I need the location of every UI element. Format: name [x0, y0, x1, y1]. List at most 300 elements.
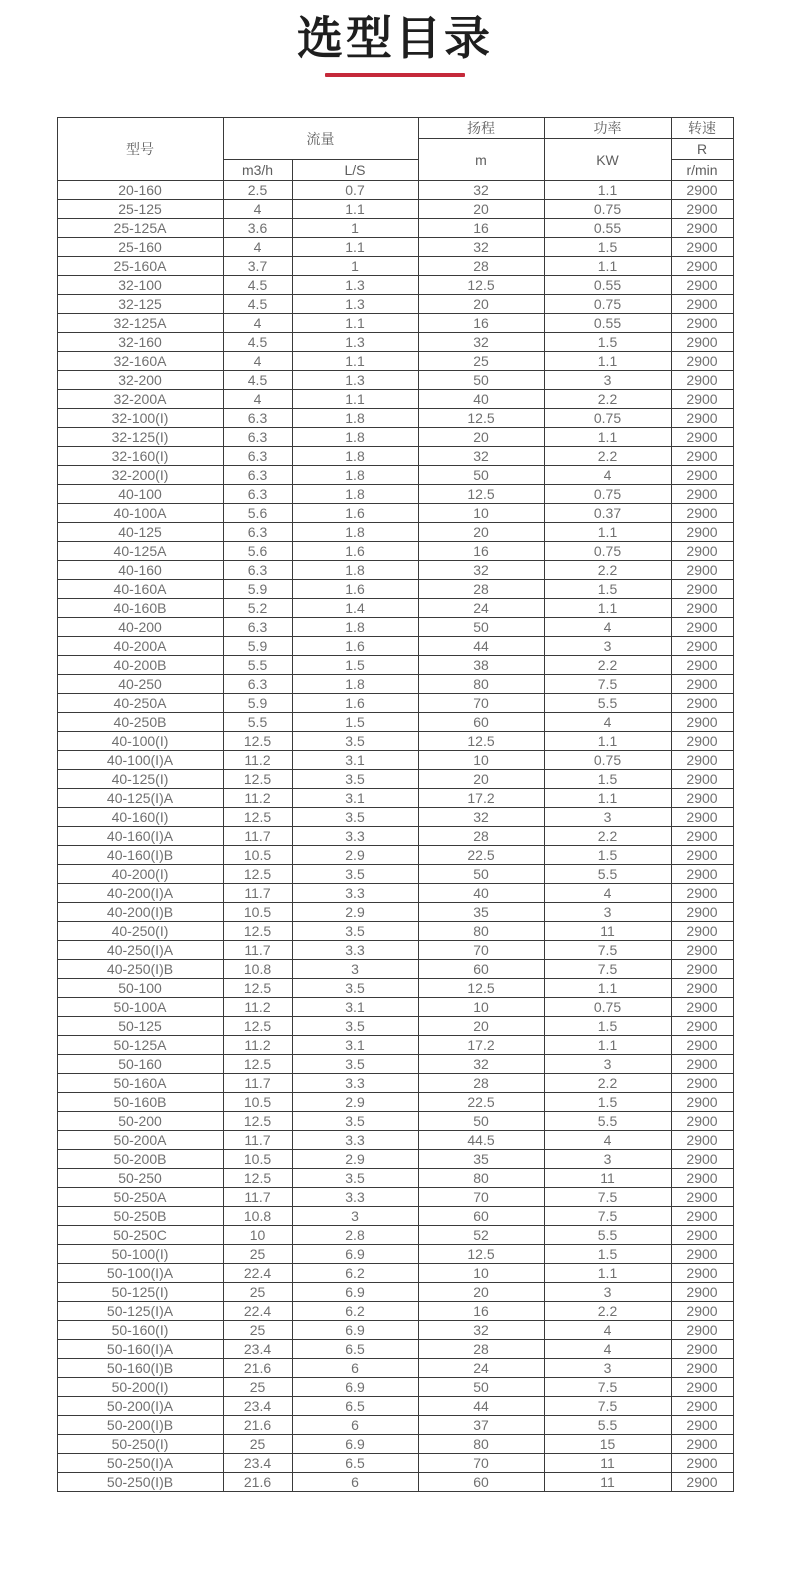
model-cell: 40-200B: [57, 656, 223, 675]
flow-ls-cell: 2.9: [292, 1093, 418, 1112]
head-cell: 32: [418, 333, 544, 352]
header-flow: 流量: [223, 118, 418, 160]
flow-ls-cell: 1.6: [292, 504, 418, 523]
table-row: [57, 447, 733, 466]
model-cell: 40-100: [57, 485, 223, 504]
head-cell: 20: [418, 770, 544, 789]
head-cell: 70: [418, 694, 544, 713]
head-cell: 32: [418, 447, 544, 466]
head-cell: 20: [418, 295, 544, 314]
flow-ls-cell: 1.3: [292, 276, 418, 295]
table-row: [57, 276, 733, 295]
flow-m3h-cell: 5.6: [223, 504, 292, 523]
speed-cell: 2900: [671, 371, 733, 390]
flow-m3h-cell: 5.9: [223, 694, 292, 713]
flow-ls-cell: 3.1: [292, 751, 418, 770]
speed-cell: 2900: [671, 1378, 733, 1397]
flow-ls-cell: 3.5: [292, 770, 418, 789]
head-cell: 22.5: [418, 846, 544, 865]
flow-ls-cell: 3.5: [292, 732, 418, 751]
power-cell: 11: [544, 1473, 671, 1492]
head-cell: 32: [418, 808, 544, 827]
head-cell: 40: [418, 884, 544, 903]
flow-m3h-cell: 6.3: [223, 485, 292, 504]
head-cell: 40: [418, 390, 544, 409]
model-cell: 50-125: [57, 1017, 223, 1036]
flow-m3h-cell: 6.3: [223, 675, 292, 694]
head-cell: 70: [418, 941, 544, 960]
speed-cell: 2900: [671, 333, 733, 352]
model-cell: 50-125A: [57, 1036, 223, 1055]
speed-cell: 2900: [671, 1473, 733, 1492]
model-cell: 32-160(I): [57, 447, 223, 466]
model-cell: 20-160: [57, 181, 223, 200]
table-row: [57, 238, 733, 257]
flow-m3h-cell: 12.5: [223, 1055, 292, 1074]
model-cell: 50-160A: [57, 1074, 223, 1093]
speed-cell: 2900: [671, 1340, 733, 1359]
table-row: [57, 1340, 733, 1359]
speed-cell: 2900: [671, 789, 733, 808]
table-row: [57, 960, 733, 979]
model-cell: 40-100(I)A: [57, 751, 223, 770]
power-cell: 1.1: [544, 599, 671, 618]
speed-cell: 2900: [671, 846, 733, 865]
table-row: [57, 1435, 733, 1454]
power-cell: 11: [544, 922, 671, 941]
speed-cell: 2900: [671, 1017, 733, 1036]
head-cell: 44: [418, 1397, 544, 1416]
power-cell: 2.2: [544, 447, 671, 466]
speed-cell: 2900: [671, 542, 733, 561]
head-cell: 17.2: [418, 1036, 544, 1055]
speed-cell: 2900: [671, 295, 733, 314]
power-cell: 1.5: [544, 580, 671, 599]
power-cell: 4: [544, 618, 671, 637]
power-cell: 1.1: [544, 523, 671, 542]
model-cell: 50-100A: [57, 998, 223, 1017]
model-cell: 50-160(I)B: [57, 1359, 223, 1378]
flow-m3h-cell: 21.6: [223, 1473, 292, 1492]
flow-m3h-cell: 23.4: [223, 1454, 292, 1473]
flow-m3h-cell: 11.7: [223, 827, 292, 846]
model-cell: 25-160A: [57, 257, 223, 276]
table-row: [57, 1074, 733, 1093]
speed-cell: 2900: [671, 580, 733, 599]
speed-cell: 2900: [671, 1093, 733, 1112]
table-row: [57, 181, 733, 200]
model-cell: 40-125(I): [57, 770, 223, 789]
table-row: [57, 1264, 733, 1283]
speed-cell: 2900: [671, 1207, 733, 1226]
table-row: [57, 314, 733, 333]
speed-cell: 2900: [671, 219, 733, 238]
head-cell: 16: [418, 542, 544, 561]
flow-ls-cell: 1.6: [292, 694, 418, 713]
model-cell: 40-250(I)A: [57, 941, 223, 960]
speed-cell: 2900: [671, 827, 733, 846]
model-cell: 40-200(I): [57, 865, 223, 884]
head-cell: 60: [418, 1473, 544, 1492]
flow-ls-cell: 1.6: [292, 637, 418, 656]
flow-ls-cell: 1.8: [292, 561, 418, 580]
power-cell: 1.1: [544, 979, 671, 998]
power-cell: 1.5: [544, 1017, 671, 1036]
table-row: [57, 257, 733, 276]
power-cell: 1.1: [544, 789, 671, 808]
model-cell: 50-160B: [57, 1093, 223, 1112]
flow-ls-cell: 1.1: [292, 238, 418, 257]
table-row: [57, 1036, 733, 1055]
table-row: [57, 504, 733, 523]
flow-m3h-cell: 12.5: [223, 1112, 292, 1131]
power-cell: 1.1: [544, 257, 671, 276]
table-row: [57, 751, 733, 770]
speed-cell: 2900: [671, 1283, 733, 1302]
table-row: [57, 599, 733, 618]
flow-m3h-cell: 11.2: [223, 1036, 292, 1055]
flow-ls-cell: 1.1: [292, 390, 418, 409]
flow-ls-cell: 1.8: [292, 618, 418, 637]
table-row: [57, 1283, 733, 1302]
head-cell: 12.5: [418, 276, 544, 295]
head-cell: 28: [418, 580, 544, 599]
flow-m3h-cell: 10.5: [223, 903, 292, 922]
power-cell: 1.1: [544, 428, 671, 447]
flow-m3h-cell: 6.3: [223, 466, 292, 485]
flow-m3h-cell: 10.5: [223, 1093, 292, 1112]
head-cell: 24: [418, 599, 544, 618]
flow-ls-cell: 3: [292, 1207, 418, 1226]
speed-cell: 2900: [671, 409, 733, 428]
head-cell: 24: [418, 1359, 544, 1378]
head-cell: 37: [418, 1416, 544, 1435]
table-row: [57, 1473, 733, 1492]
power-cell: 0.75: [544, 295, 671, 314]
header-flow-ls: L/S: [292, 160, 418, 181]
flow-ls-cell: 6: [292, 1359, 418, 1378]
power-cell: 4: [544, 713, 671, 732]
flow-ls-cell: 1.6: [292, 542, 418, 561]
speed-cell: 2900: [671, 960, 733, 979]
head-cell: 22.5: [418, 1093, 544, 1112]
power-cell: 5.5: [544, 1416, 671, 1435]
table-row: [57, 1302, 733, 1321]
speed-cell: 2900: [671, 257, 733, 276]
flow-ls-cell: 3.3: [292, 941, 418, 960]
table-row: [57, 713, 733, 732]
power-cell: 2.2: [544, 1302, 671, 1321]
flow-ls-cell: 1.1: [292, 314, 418, 333]
flow-m3h-cell: 4: [223, 390, 292, 409]
flow-ls-cell: 6.9: [292, 1435, 418, 1454]
flow-ls-cell: 1.1: [292, 200, 418, 219]
model-cell: 25-125A: [57, 219, 223, 238]
power-cell: 2.2: [544, 827, 671, 846]
speed-cell: 2900: [671, 1188, 733, 1207]
power-cell: 3: [544, 1283, 671, 1302]
header-row-1: [57, 118, 733, 139]
power-cell: 2.2: [544, 656, 671, 675]
speed-cell: 2900: [671, 1074, 733, 1093]
speed-cell: 2900: [671, 675, 733, 694]
model-cell: 50-250A: [57, 1188, 223, 1207]
power-cell: 1.1: [544, 1264, 671, 1283]
model-cell: 25-160: [57, 238, 223, 257]
head-cell: 44.5: [418, 1131, 544, 1150]
model-cell: 32-200: [57, 371, 223, 390]
head-cell: 12.5: [418, 485, 544, 504]
model-cell: 32-200A: [57, 390, 223, 409]
model-cell: 50-250C: [57, 1226, 223, 1245]
head-cell: 10: [418, 504, 544, 523]
power-cell: 7.5: [544, 1397, 671, 1416]
flow-m3h-cell: 21.6: [223, 1359, 292, 1378]
flow-m3h-cell: 11.2: [223, 998, 292, 1017]
model-cell: 40-200A: [57, 637, 223, 656]
flow-m3h-cell: 12.5: [223, 732, 292, 751]
head-cell: 80: [418, 922, 544, 941]
power-cell: 5.5: [544, 694, 671, 713]
model-cell: 40-100A: [57, 504, 223, 523]
table-row: [57, 1226, 733, 1245]
flow-m3h-cell: 12.5: [223, 770, 292, 789]
table-row: [57, 200, 733, 219]
table-row: [57, 979, 733, 998]
flow-m3h-cell: 25: [223, 1435, 292, 1454]
model-cell: 40-250(I): [57, 922, 223, 941]
flow-ls-cell: 1.8: [292, 675, 418, 694]
table-row: [57, 371, 733, 390]
model-cell: 50-200B: [57, 1150, 223, 1169]
flow-ls-cell: 2.8: [292, 1226, 418, 1245]
head-cell: 16: [418, 219, 544, 238]
flow-m3h-cell: 6.3: [223, 447, 292, 466]
flow-m3h-cell: 25: [223, 1378, 292, 1397]
speed-cell: 2900: [671, 1359, 733, 1378]
flow-ls-cell: 6.9: [292, 1321, 418, 1340]
flow-m3h-cell: 12.5: [223, 922, 292, 941]
table-row: [57, 884, 733, 903]
table-row: [57, 846, 733, 865]
power-cell: 1.1: [544, 181, 671, 200]
flow-ls-cell: 2.9: [292, 903, 418, 922]
speed-cell: 2900: [671, 390, 733, 409]
flow-m3h-cell: 10.8: [223, 1207, 292, 1226]
head-cell: 44: [418, 637, 544, 656]
power-cell: 3: [544, 371, 671, 390]
flow-m3h-cell: 10.8: [223, 960, 292, 979]
table-row: [57, 865, 733, 884]
flow-ls-cell: 3.5: [292, 1169, 418, 1188]
flow-ls-cell: 1.8: [292, 523, 418, 542]
header-head-unit: m: [418, 139, 544, 181]
model-cell: 50-160(I)A: [57, 1340, 223, 1359]
header-speed: 转速: [671, 118, 733, 139]
model-cell: 50-100(I): [57, 1245, 223, 1264]
catalog-page: [0, 12, 790, 1492]
power-cell: 11: [544, 1454, 671, 1473]
table-header: [57, 118, 733, 181]
power-cell: 5.5: [544, 1226, 671, 1245]
flow-m3h-cell: 5.9: [223, 637, 292, 656]
model-cell: 50-125(I): [57, 1283, 223, 1302]
model-cell: 32-100(I): [57, 409, 223, 428]
speed-cell: 2900: [671, 1397, 733, 1416]
table-row: [57, 656, 733, 675]
flow-ls-cell: 6.9: [292, 1283, 418, 1302]
flow-ls-cell: 3.5: [292, 1055, 418, 1074]
power-cell: 7.5: [544, 1188, 671, 1207]
flow-m3h-cell: 6.3: [223, 523, 292, 542]
model-cell: 50-250(I)B: [57, 1473, 223, 1492]
head-cell: 12.5: [418, 979, 544, 998]
flow-ls-cell: 1.8: [292, 409, 418, 428]
power-cell: 7.5: [544, 675, 671, 694]
table-row: [57, 333, 733, 352]
model-cell: 40-160: [57, 561, 223, 580]
model-cell: 50-250B: [57, 1207, 223, 1226]
flow-m3h-cell: 4.5: [223, 295, 292, 314]
table-row: [57, 1169, 733, 1188]
flow-ls-cell: 6.9: [292, 1378, 418, 1397]
head-cell: 50: [418, 371, 544, 390]
table-row: [57, 466, 733, 485]
table-row: [57, 1397, 733, 1416]
speed-cell: 2900: [671, 1112, 733, 1131]
flow-m3h-cell: 4: [223, 200, 292, 219]
flow-m3h-cell: 6.3: [223, 618, 292, 637]
speed-cell: 2900: [671, 865, 733, 884]
head-cell: 32: [418, 561, 544, 580]
flow-ls-cell: 3.1: [292, 1036, 418, 1055]
power-cell: 0.55: [544, 276, 671, 295]
table-row: [57, 618, 733, 637]
model-cell: 32-125(I): [57, 428, 223, 447]
model-cell: 40-160B: [57, 599, 223, 618]
speed-cell: 2900: [671, 1454, 733, 1473]
speed-cell: 2900: [671, 504, 733, 523]
model-cell: 40-125: [57, 523, 223, 542]
flow-ls-cell: 3.5: [292, 922, 418, 941]
model-cell: 25-125: [57, 200, 223, 219]
model-cell: 50-200(I)B: [57, 1416, 223, 1435]
flow-m3h-cell: 6.3: [223, 428, 292, 447]
power-cell: 4: [544, 1131, 671, 1150]
flow-ls-cell: 1.8: [292, 466, 418, 485]
flow-m3h-cell: 4.5: [223, 371, 292, 390]
flow-ls-cell: 6.5: [292, 1397, 418, 1416]
speed-cell: 2900: [671, 1302, 733, 1321]
power-cell: 5.5: [544, 1112, 671, 1131]
power-cell: 0.75: [544, 542, 671, 561]
power-cell: 0.37: [544, 504, 671, 523]
power-cell: 0.75: [544, 751, 671, 770]
flow-ls-cell: 6.5: [292, 1340, 418, 1359]
flow-ls-cell: 3.5: [292, 808, 418, 827]
head-cell: 20: [418, 200, 544, 219]
model-cell: 32-125A: [57, 314, 223, 333]
model-cell: 40-250A: [57, 694, 223, 713]
table-row: [57, 1017, 733, 1036]
flow-m3h-cell: 12.5: [223, 865, 292, 884]
power-cell: 0.55: [544, 219, 671, 238]
head-cell: 60: [418, 1207, 544, 1226]
speed-cell: 2900: [671, 1245, 733, 1264]
head-cell: 20: [418, 523, 544, 542]
speed-cell: 2900: [671, 941, 733, 960]
model-cell: 50-200(I)A: [57, 1397, 223, 1416]
speed-cell: 2900: [671, 922, 733, 941]
speed-cell: 2900: [671, 523, 733, 542]
head-cell: 80: [418, 675, 544, 694]
page-title: 选型目录: [297, 12, 493, 64]
flow-m3h-cell: 21.6: [223, 1416, 292, 1435]
head-cell: 28: [418, 827, 544, 846]
table-row: [57, 1207, 733, 1226]
model-cell: 50-200(I): [57, 1378, 223, 1397]
model-cell: 40-100(I): [57, 732, 223, 751]
table-row: [57, 694, 733, 713]
flow-m3h-cell: 4: [223, 314, 292, 333]
power-cell: 4: [544, 1321, 671, 1340]
flow-ls-cell: 1.3: [292, 295, 418, 314]
head-cell: 16: [418, 1302, 544, 1321]
model-cell: 40-250B: [57, 713, 223, 732]
power-cell: 0.75: [544, 200, 671, 219]
speed-cell: 2900: [671, 903, 733, 922]
model-cell: 40-160(I)B: [57, 846, 223, 865]
power-cell: 1.5: [544, 1245, 671, 1264]
head-cell: 50: [418, 1112, 544, 1131]
speed-cell: 2900: [671, 1055, 733, 1074]
power-cell: 7.5: [544, 1378, 671, 1397]
header-power: 功率: [544, 118, 671, 139]
table-row: [57, 1416, 733, 1435]
head-cell: 50: [418, 865, 544, 884]
flow-ls-cell: 1.8: [292, 485, 418, 504]
table-row: [57, 409, 733, 428]
flow-m3h-cell: 3.6: [223, 219, 292, 238]
header-speed-unit: r/min: [671, 160, 733, 181]
power-cell: 3: [544, 637, 671, 656]
flow-m3h-cell: 23.4: [223, 1397, 292, 1416]
power-cell: 7.5: [544, 941, 671, 960]
flow-m3h-cell: 11.2: [223, 751, 292, 770]
head-cell: 12.5: [418, 1245, 544, 1264]
flow-ls-cell: 1: [292, 257, 418, 276]
power-cell: 2.2: [544, 1074, 671, 1093]
speed-cell: 2900: [671, 181, 733, 200]
head-cell: 80: [418, 1169, 544, 1188]
flow-ls-cell: 1.3: [292, 371, 418, 390]
power-cell: 3: [544, 1359, 671, 1378]
flow-ls-cell: 1.5: [292, 656, 418, 675]
table-row: [57, 903, 733, 922]
power-cell: 1.5: [544, 770, 671, 789]
flow-m3h-cell: 11.7: [223, 884, 292, 903]
header-model: 型号: [57, 118, 223, 181]
flow-m3h-cell: 11.7: [223, 1188, 292, 1207]
power-cell: 4: [544, 466, 671, 485]
table-row: [57, 352, 733, 371]
table-row: [57, 219, 733, 238]
model-cell: 40-160A: [57, 580, 223, 599]
head-cell: 28: [418, 257, 544, 276]
model-cell: 40-200(I)A: [57, 884, 223, 903]
model-cell: 40-125A: [57, 542, 223, 561]
flow-m3h-cell: 10: [223, 1226, 292, 1245]
